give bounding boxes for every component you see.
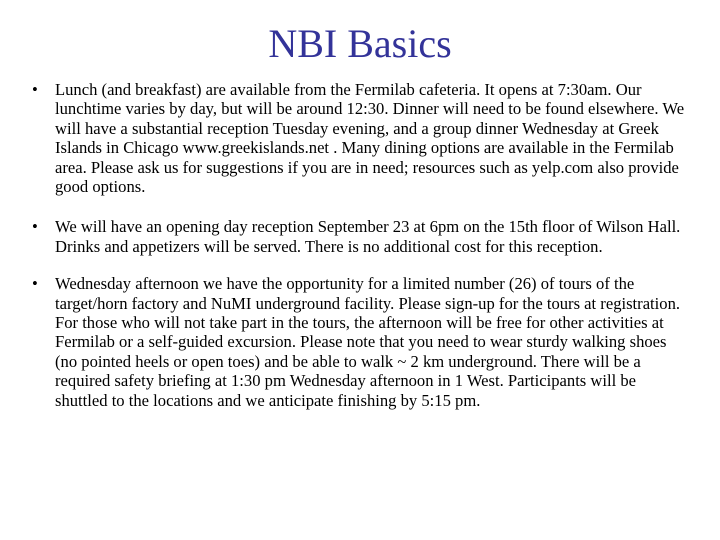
bullet-text-reception: We will have an opening day reception September 23 at 6pm on the 15th floor of Wilson Hall. Drinks and appetizers will be served. There is no additional cost for this reception. xyxy=(55,217,681,256)
bullet-item-dining xyxy=(30,80,690,196)
bullet-item-reception xyxy=(30,217,690,256)
slide-title: NBI Basics xyxy=(268,21,452,66)
bullet-marker: • xyxy=(32,217,38,237)
bullet-item-tours xyxy=(30,274,690,410)
bullet-text-dining: Lunch (and breakfast) are available from the Fermilab cafeteria. It opens at 7:30am. Our lunchtime varies by day, but will be around 12:30. Dinner will need to be found elsewhere. We will have a substantial reception Tuesday evening, and a group dinner Wednesday at Greek Islands in Chicago www.greekislands.net . Many dining options are available in the Fermilab area. Please ask us for suggestions if you are in need; resources such as yelp.com also provide good options. xyxy=(55,80,685,197)
bullet-text-tours: Wednesday afternoon we have the opportunity for a limited number (26) of tours of the target/horn factory and NuMI underground facility. Please sign-up for the tours at registration. For those who will not take part in the tours, the afternoon will be free for other activities at Fermilab or a self-guided excursion. Please note that you need to wear sturdy walking shoes (no pointed heels or open toes) and be able to walk ~ 2 km underground. There will be a required safety briefing at 1:30 pm Wednesday afternoon in 1 West. Participants will be shuttled to the locations and we anticipate finishing by 5:15 pm. xyxy=(55,274,681,410)
bullet-marker: • xyxy=(32,80,38,99)
bullet-list xyxy=(30,80,690,428)
bullet-marker: • xyxy=(32,274,38,294)
